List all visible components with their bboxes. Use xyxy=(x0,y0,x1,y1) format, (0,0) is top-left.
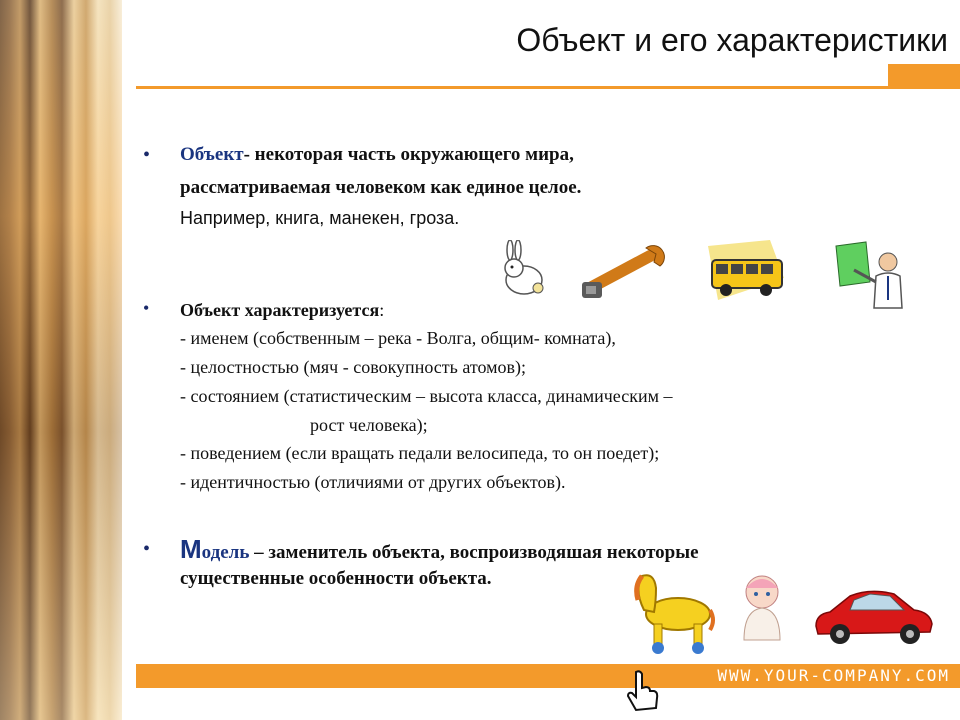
doll-icon xyxy=(734,570,790,642)
characteristic-item: - целостностью (мяч - совокупность атомов); xyxy=(180,357,527,377)
slide-title: Объект и его характеристики xyxy=(516,22,948,58)
definition-text-1: - некоторая часть окружающего мира, xyxy=(243,144,574,165)
toy-horse-icon xyxy=(626,570,718,656)
characteristic-item: - поведением (если вращать педали велосипеда, то он поедет); xyxy=(180,443,660,463)
left-decorative-strip xyxy=(0,0,122,720)
bullet-dot: • xyxy=(143,144,151,166)
characteristics-colon: : xyxy=(379,300,385,320)
characteristic-item: - идентичностью (отличиями от других объектов). xyxy=(180,472,566,492)
footer-bar xyxy=(136,664,960,688)
wrench-icon xyxy=(580,244,670,304)
model-text-1: – заменитель объекта, воспроизводяшая некоторые xyxy=(249,542,699,563)
bullet-dot: • xyxy=(143,538,151,560)
footer-site-url[interactable]: WWW.YOUR-COMPANY.COM xyxy=(717,666,950,685)
definition-line-1 xyxy=(180,144,574,166)
definition-term: Объект xyxy=(180,144,244,165)
rabbit-icon xyxy=(494,240,554,298)
definition-line-2: рассматриваемая человеком как единое целое. xyxy=(180,177,582,198)
model-line-2: существенные особенности объекта. xyxy=(180,568,492,589)
characteristic-item: - именем (собственным – река - Волга, общим- комната), xyxy=(180,328,616,348)
characteristic-item: - состоянием (статистическим – высота класса, динамическим – xyxy=(180,386,673,406)
definition-example: Например, книга, манекен, гроза. xyxy=(180,208,460,228)
model-line-1 xyxy=(180,534,699,565)
characteristic-item-continuation: рост человека); xyxy=(310,415,428,435)
red-car-icon xyxy=(810,582,936,648)
bus-icon xyxy=(704,238,786,304)
title-accent-block xyxy=(888,64,960,89)
bullet-dot: • xyxy=(143,298,150,318)
characteristics-heading-line xyxy=(180,300,384,321)
teacher-icon xyxy=(832,240,910,310)
characteristics-heading: Объект характеризуется xyxy=(180,300,380,320)
model-term-rest: одель xyxy=(201,542,250,563)
hand-cursor-icon xyxy=(624,668,660,712)
title-underline xyxy=(136,86,890,89)
model-term-first-letter: М xyxy=(180,534,202,564)
